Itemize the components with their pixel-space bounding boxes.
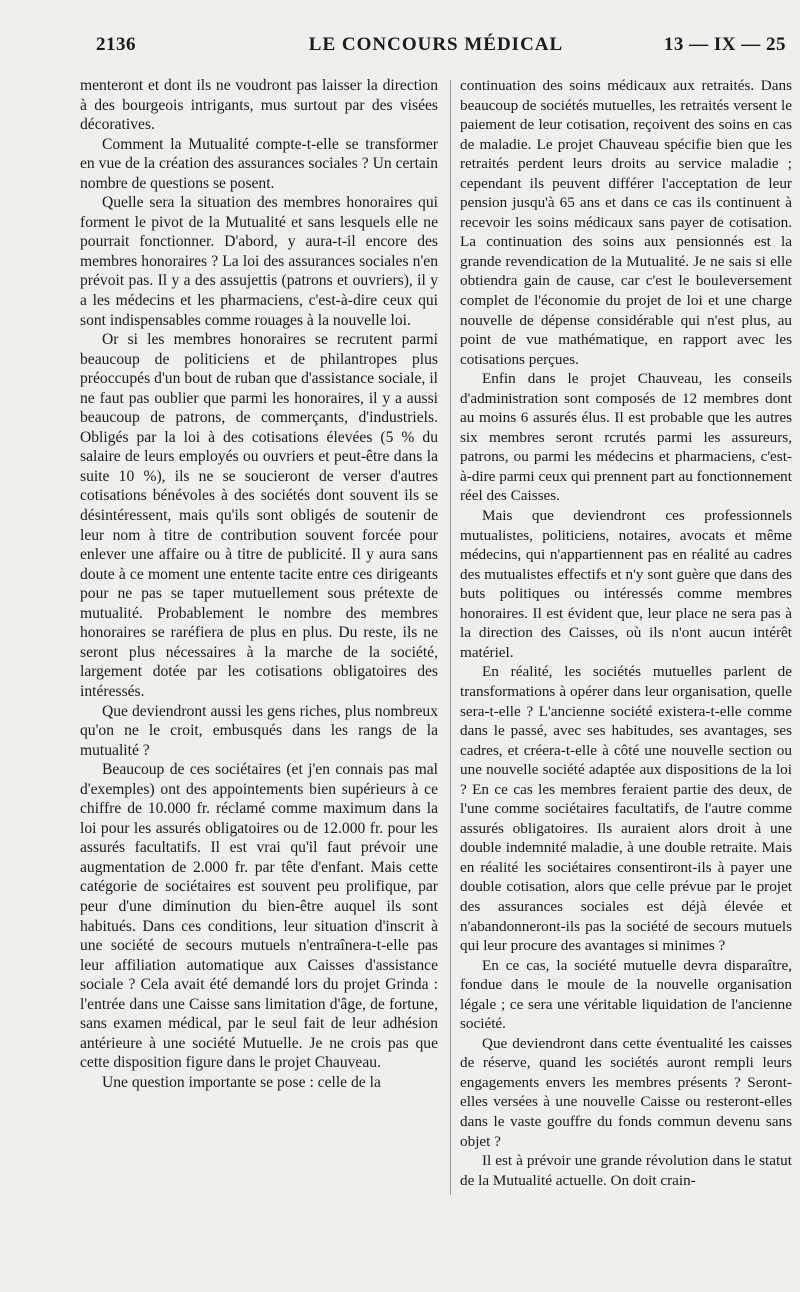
paragraph: Comment la Mutualité compte-t-elle se transformer en vue de la création des assurances sociales ? Un certain nombre de questions se posent. [80,135,438,192]
right-column [460,76,792,1190]
paragraph: Que deviendront dans cette éventualité les caisses de réserve, quand les sociétés auront rempli leurs engagements envers les membres présents ? Seront-elles versées à une nouvelle Caisse ou resteront-elles dans le vaste gouffre du fonds commun devenu sans objet ? [460,1034,792,1150]
paragraph: Or si les membres honoraires se recrutent parmi beaucoup de politiciens et de philantropes plus préoccupés d'un bout de ruban que d'assistance sociale, il ne faut pas oublier que parmi les honoraires, il y a aussi beaucoup de patrons, de commerçants, d'industriels. Obligés par la loi à des cotisations élevées (5 % du salaire de leurs employés ou ouvriers et peut-être dans la suite 10 %), ils ne se soucieront de verser d'autres cotisations bénévoles à des sociétés dont souvent ils se désintéressent, mais qu'ils sont obligés de soutenir de leur nom à titre de contribution souvent forcée pour enlever une affaire ou à titre de publicité. Il y aura sans doute à ce moment une entente tacite entre ces dirigeants pour ne pas se taper mutuellement sous prétexte de mutualité. Probablement le nombre des membres honoraires se raréfiera de plus en plus. Du reste, ils ne seront plus nécessaires à la marche de la société, largement dotée par les cotisations obligatoires des intéressés. [80,331,438,700]
issue-date: 13 — IX — 25 [663,34,786,55]
paragraph: Quelle sera la situation des membres honoraires qui forment le pivot de la Mutualité et sans lesquels elle ne pourrait fonctionner. D'abord, y aura-t-il encore des membres honoraires ? La loi des assurances sociales n'en prévoit pas. Il y a des assujettis (patrons et ouvriers), il y a les médecins et les pharmaciens, c'est-à-dire ceux qui sont indispensables comme rouages à la nouvelle loi. [80,194,438,329]
page-header [86,34,786,58]
paragraph: Il est à prévoir une grande révolution dans le statut de la Mutualité actuelle. On doit crain- [460,1152,792,1189]
paragraph: Que deviendront aussi les gens riches, plus nombreux qu'on ne le croit, embusqués dans les rangs de la mutualité ? [80,702,438,759]
paragraph: Mais que deviendront ces professionnels mutualistes, politiciens, notaires, avocats et même médecins, qui n'appartiennent pas en réalité au cadres des mutualistes effectifs et n'y sont guère que dans des buts politiques ou intéressés comme membres honoraires. Il est évident que, leur place ne sera pas à la direction des Caisses, où ils n'ont aucun intérêt matériel. [460,507,792,661]
paragraph: Beaucoup de ces sociétaires (et j'en connais pas mal d'exemples) ont des appointements bien supérieurs à ce chiffre de 10.000 fr. réclamé comme maximum dans la loi pour les assurés obligatoires ou de 12.000 fr. pour les assurés facultatifs. Il est vrai qu'il faut prévoir une augmentation de 2.000 fr. par tête d'enfant. Mais cette catégorie de sociétaires est souvent peu prolifique, par peur d'une diminution du bien-être auquel ils sont habitués. Dans ces conditions, leur situation d'inscrit à une société de secours mutuels n'entraînera-t-elle pas leur affiliation automatique aux Caisses d'assistance sociale ? Cela avait été demandé lors du projet Grinda : l'entrée dans une Caisse sans limitation d'âge, de fortune, sans examen médical, par le seul fait de leur adhésion antérieure à une société Mutuelle. Je ne crois pas que cette disposition figure dans le projet Chauveau. [80,761,438,1072]
page-number: 2136 [96,34,136,55]
paragraph: Une question importante se pose : celle de la [102,1073,381,1091]
journal-title: LE CONCOURS MÉDICAL [308,34,564,55]
left-column [80,76,438,1092]
column-divider [450,80,451,1195]
paragraph: continuation des soins médicaux aux retraités. Dans beaucoup de sociétés mutuelles, les retraités versent le paiement de leur cotisation, reçoivent des soins en cas de maladie. Le projet Chauveau spécifie bien que les retraités perdent leurs droits au service maladie ; cependant ils peuvent différer l'acceptation de leur pension jusqu'à 65 ans et dans ce cas ils continuent à recevoir les soins médicaux sans payer de cotisation. La continuation des soins aux pensionnés est la grande revendication de la Mutualité. Je ne sais si elle obtiendra gain de cause, car c'est le bouleversement complet de l'économie du projet de loi et une charge nouvelle de dépense considérable qui n'est plus, au point de vue mathématique, en rapport avec les cotisations perçues. [460,77,792,368]
paragraph: En ce cas, la société mutuelle devra disparaître, fondue dans le moule de la nouvelle organisation légale ; ce sera une véritable liquidation de l'ancienne société. [460,956,792,1033]
paragraph: menteront et dont ils ne voudront pas laisser la direction à des bourgeois intrigants, mus surtout par des visées décoratives. [80,77,438,134]
paragraph: Enfin dans le projet Chauveau, les conseils d'administration sont composés de 12 membres dont au moins 6 assurés élus. Il est probable que les autres six membres seront rcrutés parmi les assureurs, patrons, ou parmi les médecins et pharmaciens, c'est-à-dire parmi ceux qui prennent part au fonctionnement réel des Caisses. [460,370,792,505]
paragraph: En réalité, les sociétés mutuelles parlent de transformations à opérer dans leur organisation, quelle sera-t-elle ? L'ancienne société existera-t-elle comme dans le passé, avec ses habitudes, ses avantages, ses cadres, et créera-t-elle à côté une nouvelle section ou une nouvelle société adaptée aux dispositions de la loi ? En ce cas les membres feraient partie des deux, de l'une comme sociétaires facultatifs, de l'autre comme assurés obligatoires. Ils auraient alors droit à une double indemnité maladie, à une double retraite. Mais en réalité les sociétaires consentiront-ils à payer une double cotisation, alors que celle prévue par le projet des assurances sociales est déjà élevée et n'abandonneront-ils pas la société de secours mutuels qui leur procure des avantages si minimes ? [460,663,792,955]
